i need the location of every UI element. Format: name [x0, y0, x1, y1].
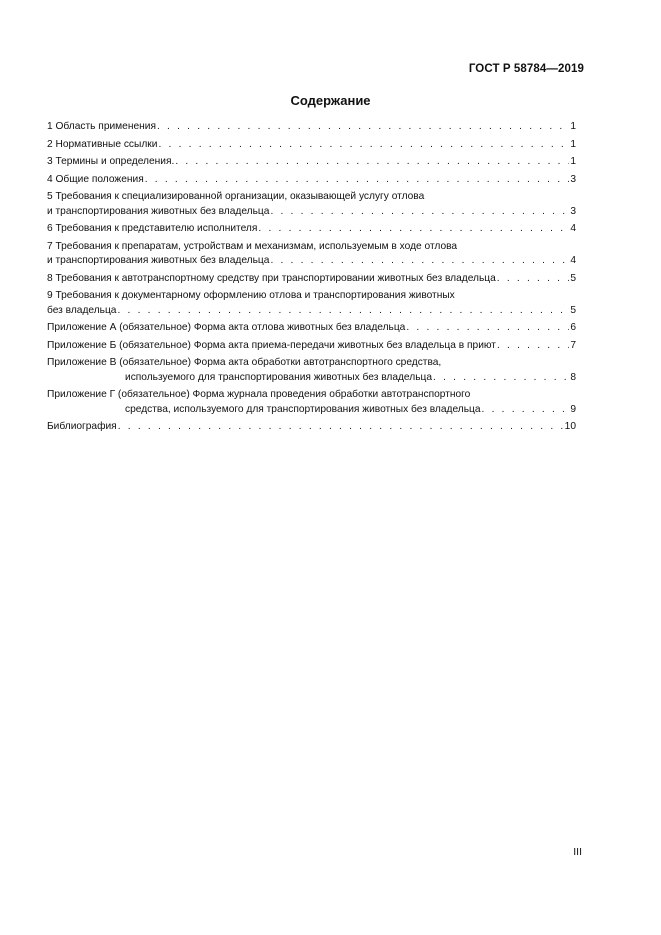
dot-leader: [145, 173, 570, 188]
toc-entry-line: [47, 190, 576, 205]
toc-title: Содержание: [290, 93, 371, 108]
toc-entry-text: Приложение В (обязательное) Форма акта обработки автотранспортного средства,: [47, 357, 442, 368]
dot-leader: [175, 155, 569, 170]
toc-entry[interactable]: [47, 155, 576, 170]
toc-entry-page: 4: [570, 223, 576, 234]
toc-entry-line: [47, 120, 576, 135]
toc-entry[interactable]: [47, 240, 576, 269]
toc-entry-text: средства, используемого для транспортирования животных без владельца: [125, 403, 481, 415]
toc-entry-line: [47, 304, 576, 319]
toc-entry-line: [47, 371, 576, 386]
toc-entry-page: 1: [570, 156, 576, 167]
toc-entry-page: 1: [570, 121, 576, 132]
dot-leader: [158, 138, 569, 153]
toc-entry-page: 4: [570, 255, 576, 266]
toc-entry-line: [47, 289, 576, 304]
toc-entry-page: 7: [570, 339, 576, 351]
toc-entry[interactable]: [47, 272, 576, 287]
toc-entry[interactable]: [47, 173, 576, 188]
toc-entry-text: без владельца: [47, 304, 117, 316]
toc-entry-line: [47, 356, 576, 371]
toc-entry[interactable]: [47, 420, 576, 435]
dot-leader: [270, 254, 569, 269]
toc-entry-line: [47, 403, 576, 418]
toc-entry-line: [47, 420, 576, 435]
toc-entry-page: 10: [564, 421, 576, 432]
toc-entry[interactable]: [47, 388, 576, 417]
toc-entry-line: [47, 339, 576, 354]
toc-entry-line: [47, 240, 576, 255]
toc-entry[interactable]: [47, 289, 576, 318]
toc-entry[interactable]: [47, 190, 576, 219]
toc-entry-text: 3 Термины и определения.: [47, 156, 175, 167]
toc-entry-line: [47, 272, 576, 287]
table-of-contents: [47, 120, 576, 438]
dot-leader: [497, 339, 569, 354]
toc-entry-page: 8: [570, 371, 576, 383]
toc-entry-text: 8 Требования к автотранспортному средству при транспортировании животных без владельца: [47, 272, 496, 284]
toc-entry-line: [47, 138, 576, 153]
toc-entry-text: 1 Область применения: [47, 121, 156, 132]
toc-entry-page: 5: [570, 304, 576, 316]
toc-entry-line: [47, 388, 576, 403]
toc-entry-text: и транспортирования животных без владельца: [47, 205, 270, 217]
toc-entry[interactable]: [47, 339, 576, 354]
dot-leader: [117, 304, 569, 319]
dot-leader: [497, 272, 570, 287]
toc-entry[interactable]: [47, 321, 576, 336]
toc-entry-page: 1: [570, 138, 576, 150]
toc-entry-text: 4 Общие положения: [47, 173, 144, 185]
toc-entry-text: и транспортирования животных без владельца: [47, 255, 270, 266]
toc-entry[interactable]: [47, 120, 576, 135]
toc-entry-text: 6 Требования к представителю исполнителя: [47, 223, 258, 234]
toc-entry-text: Приложение А (обязательное) Форма акта отлова животных без владельца: [47, 322, 406, 333]
dot-leader: [270, 205, 569, 220]
toc-entry-page: 3: [570, 205, 576, 217]
toc-entry[interactable]: [47, 222, 576, 237]
dot-leader: [118, 420, 564, 435]
toc-entry-line: [47, 222, 576, 237]
dot-leader: [406, 321, 569, 336]
standard-code: ГОСТ Р 58784—2019: [468, 63, 584, 75]
toc-entry-line: [47, 173, 576, 188]
dot-leader: [157, 120, 569, 135]
toc-entry-text: 5 Требования к специализированной организации, оказывающей услугу отлова: [47, 191, 425, 202]
toc-entry-text: Приложение Б (обязательное) Форма акта приема-передачи животных без владельца в приют: [47, 339, 496, 351]
toc-entry-line: [47, 321, 576, 336]
toc-entry-page: 3: [570, 173, 576, 185]
dot-leader: [258, 222, 569, 237]
toc-entry-text: Библиография: [47, 421, 117, 432]
dot-leader: [482, 403, 570, 418]
dot-leader: [433, 371, 569, 386]
toc-entry-text: 9 Требования к документарному оформлению отлова и транспортирования животных: [47, 290, 455, 301]
toc-entry-line: [47, 205, 576, 220]
toc-entry-text: Приложение Г (обязательное) Форма журнала проведения обработки автотранспортного: [47, 389, 471, 400]
toc-entry-page: 9: [570, 403, 576, 415]
toc-entry-page: 5: [570, 272, 576, 284]
toc-entry[interactable]: [47, 356, 576, 385]
toc-entry[interactable]: [47, 138, 576, 153]
toc-entry-text: 2 Нормативные ссылки: [47, 138, 158, 150]
toc-entry-line: [47, 155, 576, 170]
toc-entry-text: 7 Требования к препаратам, устройствам и механизмам, используемым в ходе отлова: [47, 240, 458, 252]
toc-entry-line: [47, 254, 576, 269]
toc-entry-page: 6: [570, 322, 576, 333]
toc-entry-text: используемого для транспортирования животных без владельца: [125, 371, 433, 383]
page-number: III: [573, 846, 582, 858]
